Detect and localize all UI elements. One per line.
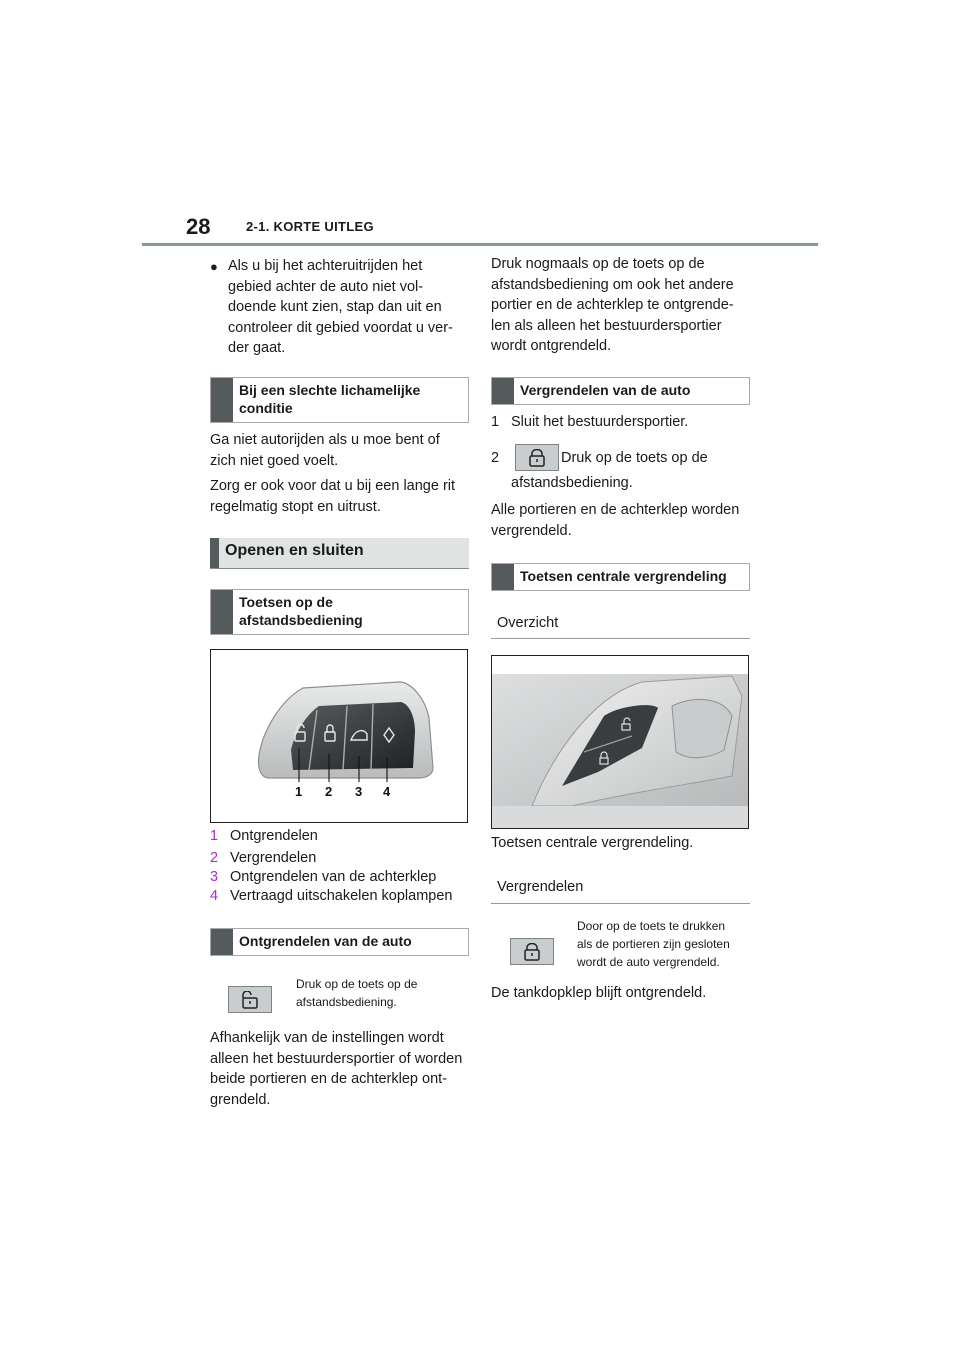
unlock-icon (239, 991, 261, 1009)
text-line: Afhankelijk van de instellingen wordt (210, 1030, 444, 1046)
lock-result-paragraph (491, 500, 753, 541)
heading-bar (211, 590, 233, 634)
heading-bar (211, 929, 233, 955)
key-list-number: 3 (210, 869, 219, 885)
overview-label: Overzicht (497, 615, 559, 631)
key-list-number: 4 (210, 888, 219, 904)
heading-bar (492, 564, 514, 590)
key-list-label: Ontgrendelen (230, 828, 318, 844)
note-line: Door op de toets te drukken (577, 919, 726, 933)
key-list-label: Vergrendelen (230, 850, 317, 866)
text-line: Ga niet autorijden als u moe bent of (210, 432, 440, 448)
callout-number: 4 (383, 784, 391, 799)
bullet-line: controleer dit gebied voordat u ver- (228, 319, 453, 336)
text-line: Druk nogmaals op de toets op de (491, 256, 705, 272)
heading-line: Vergrendelen van de auto (520, 382, 691, 398)
lock-step (491, 413, 688, 432)
door-handle (672, 699, 732, 757)
lock-heading (491, 377, 750, 405)
page-number: 28 (186, 214, 211, 239)
condition-paragraph-1 (210, 430, 472, 471)
central-locking-heading (491, 563, 750, 591)
bullet-line: gebied achter de auto niet vol- (228, 278, 424, 295)
text-line: portier en de achterklep te ontgrende- (491, 297, 734, 313)
door-figure-caption: Toetsen centrale vergrendeling. (491, 835, 694, 851)
lock-key-button (515, 444, 559, 471)
bullet-dot-icon: ● (210, 259, 218, 274)
text-line: vergrendeld. (491, 522, 572, 539)
intro-paragraph (491, 254, 753, 357)
note-line: wordt de auto vergrendeld. (577, 955, 720, 969)
door-panel-illustration (492, 656, 748, 828)
lock-icon (521, 943, 543, 961)
key-list-number: 2 (210, 850, 219, 866)
text-line: Zorg er ook voor dat u bij een lange rit (210, 478, 456, 494)
section-bar (210, 538, 219, 568)
keys-heading (210, 589, 469, 635)
bullet-paragraph (210, 256, 472, 359)
heading-line: conditie (239, 400, 293, 416)
bullet-line: Als u bij het achteruitrijden het (228, 258, 423, 274)
key-list-item (210, 849, 316, 868)
lock-step-text: Druk op de toets op de (561, 450, 708, 466)
text-line: grendeld. (210, 1091, 271, 1108)
chapter-title: 2-1. KORTE UITLEG (246, 219, 374, 234)
callout-number: 1 (295, 784, 303, 799)
note-line: als de portieren zijn gesloten (577, 937, 730, 951)
unlock-key-button (228, 986, 272, 1013)
key-fob-figure (210, 649, 468, 823)
text-line: beide portieren en de achterklep ont- (210, 1071, 447, 1087)
lock-note (577, 917, 730, 971)
heading-bar (211, 378, 233, 422)
fuel-flap-note: De tankdopklep blijft ontgrendeld. (491, 985, 707, 1001)
overview-rule (491, 638, 750, 639)
heading-line: Toetsen op de (239, 594, 333, 610)
heading-line: Toetsen centrale vergrendeling (520, 568, 727, 584)
heading-bar (492, 378, 514, 404)
lock-label-rule (491, 903, 750, 904)
bullet-line: doende kunt zien, stap dan uit en (228, 299, 442, 315)
step-text: Sluit het bestuurdersportier. (511, 414, 689, 430)
text-line: regelmatig stopt en uitrust. (210, 498, 381, 515)
text-line: zich niet goed voelt. (210, 452, 339, 469)
note-line: Druk op de toets op de (296, 977, 418, 991)
section-title: Openen en sluiten (225, 542, 364, 559)
bullet-line: der gaat. (228, 340, 286, 356)
lock-step (491, 449, 511, 468)
text-line: afstandsbediening om ook het andere (491, 276, 734, 293)
header-divider (142, 243, 818, 246)
unlock-heading (210, 928, 469, 956)
text-line: len als alleen het bestuurdersportier (491, 317, 722, 334)
door-panel-figure (491, 655, 749, 829)
callout-number: 2 (325, 784, 333, 799)
lock-label: Vergrendelen (497, 879, 584, 895)
key-list-item (210, 868, 436, 887)
text-line: alleen het bestuurdersportier of worden (210, 1050, 463, 1067)
section-title-box (210, 538, 469, 569)
text-line: Alle portieren en de achterklep worden (491, 502, 740, 518)
heading-line: Ontgrendelen van de auto (239, 933, 412, 949)
door-panel-lower (492, 806, 748, 828)
note-line: afstandsbediening. (296, 995, 397, 1009)
bullet-text (228, 256, 453, 359)
text-line: wordt ontgrendeld. (491, 338, 612, 354)
heading-line: afstandsbediening (239, 612, 363, 628)
step-number: 1 (491, 414, 500, 430)
step-number: 2 (491, 450, 500, 466)
unlock-note (296, 975, 417, 1011)
key-fob-illustration (211, 650, 467, 822)
condition-heading (210, 377, 469, 423)
lock-icon (526, 449, 548, 467)
callout-number: 3 (355, 784, 363, 799)
unlock-paragraph (210, 1028, 472, 1110)
lock-step-continuation: afstandsbediening. (511, 475, 633, 491)
key-list-item (210, 827, 318, 846)
key-list-label: Vertraagd uitschakelen koplampen (230, 888, 453, 904)
key-list-number: 1 (210, 828, 219, 844)
key-list-item (210, 887, 452, 906)
condition-paragraph-2 (210, 476, 472, 517)
key-list-label: Ontgrendelen van de achterklep (230, 869, 437, 885)
heading-line: Bij een slechte lichamelijke (239, 382, 421, 398)
central-lock-button (510, 938, 554, 965)
